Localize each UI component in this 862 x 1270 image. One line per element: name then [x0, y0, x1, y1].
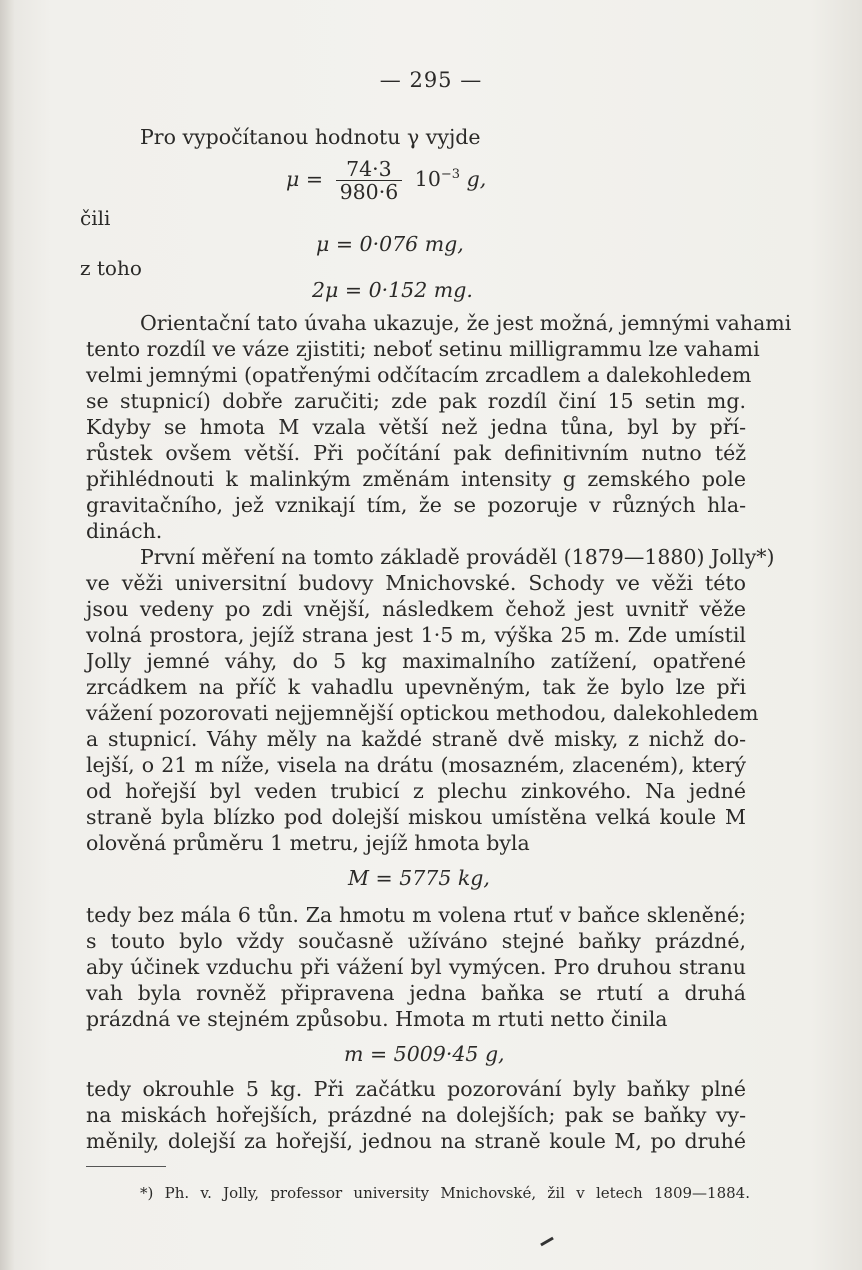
paragraph1-line: růstek ovšem větší. Při počítání pak definitivním nutno též — [86, 441, 746, 465]
paragraph3-line: tedy bez mála 6 tůn. Za hmotu m volena rtuť v baňce skleněné; — [86, 903, 746, 927]
paragraph3-line: vah byla rovněž připravena jedna baňka se rtutí a druhá — [86, 981, 746, 1005]
paragraph2-line: od hořejší byl veden trubicí z plechu zinkového. Na jedné — [86, 779, 746, 803]
label-cili: čili — [80, 206, 111, 230]
eq1-fraction — [336, 158, 403, 203]
page-number: — 295 — — [379, 68, 483, 92]
equation-m-mass: m = 5009·45 g, — [344, 1042, 505, 1066]
paragraph2-line: jsou vedeny po zdi vnější, následkem čehož jest uvnitř věže — [86, 597, 746, 621]
paragraph2-line: První měření na tomto základě prováděl (1879—1880) Jolly*) — [140, 545, 775, 569]
paragraph2-line: zrcádkem na příč k vahadlu upevněným, tak že bylo lze při — [86, 675, 746, 699]
paragraph4-line: tedy okrouhle 5 kg. Při začátku pozorování byly baňky plné — [86, 1077, 746, 1101]
paragraph1-line: gravitačního, jež vznikají tím, že se pozoruje v různých hla- — [86, 493, 746, 517]
intro-line: Pro vypočítanou hodnotu γ vyjde — [140, 125, 481, 149]
paragraph2-line: olověná průměru 1 metru, jejíž hmota byla — [86, 831, 530, 855]
paragraph4-line: měnily, dolejší za hořejší, jednou na straně koule M, po druhé — [86, 1129, 746, 1153]
equation-mu-value: μ = 0·076 mg, — [316, 232, 464, 256]
paragraph1-line: tento rozdíl ve váze zjistiti; neboť setinu milligrammu lze vahami — [86, 337, 760, 361]
paragraph1-line: Orientační tato úvaha ukazuje, že jest možná, jemnými vahami — [140, 311, 792, 335]
paragraph1-line: přihlédnouti k malinkým změnám intensity g zemského pole — [86, 467, 746, 491]
paragraph2-line: straně byla blízko pod dolejší miskou umístěna velká koule M — [86, 805, 746, 829]
binding-shadow — [0, 0, 14, 1270]
eq1-numerator: 74·3 — [336, 158, 403, 181]
equation-M-mass: M = 5775 kg, — [348, 866, 490, 890]
paragraph2-line: a stupnicí. Váhy měly na každé straně dvě misky, z nichž do- — [86, 727, 746, 751]
paragraph4-line: na miskách hořejších, prázdné na dolejších; pak se baňky vy- — [86, 1103, 746, 1127]
paragraph1-line: Kdyby se hmota M vzala větší než jedna tůna, byl by pří- — [86, 415, 746, 439]
paragraph3-line: prázdná ve stejném způsobu. Hmota m rtuti netto činila — [86, 1007, 668, 1031]
eq1-unit: g, — [466, 167, 487, 191]
label-z-toho: z toho — [80, 256, 142, 280]
eq1-denominator: 980·6 — [339, 180, 399, 204]
eq1-power-base: 10 — [414, 167, 441, 191]
paragraph2-line: Jolly jemné váhy, do 5 kg maximalního zatížení, opatřené — [86, 649, 746, 673]
equation-2mu-value: 2μ = 0·152 mg. — [312, 278, 473, 302]
equation-mu-fraction — [286, 158, 486, 203]
footnote-rule — [86, 1166, 166, 1167]
eq1-exponent: −3 — [440, 167, 461, 183]
paragraph2-line: lejší, o 21 m níže, visela na drátu (mosazném, zlaceném), který — [86, 753, 746, 777]
paragraph1-line: se stupnicí) dobře zaručiti; zde pak rozdíl činí 15 setin mg. — [86, 389, 746, 413]
paragraph2-line: volná prostora, jejíž strana jest 1·5 m, výška 25 m. Zde umístil — [86, 623, 746, 647]
paragraph3-line: aby účinek vzduchu při vážení byl vymýcen. Pro druhou stranu — [86, 955, 746, 979]
footnote: *) Ph. v. Jolly, professor university Mnichovské, žil v letech 1809—1884. — [140, 1184, 750, 1202]
eq1-lhs: μ = — [286, 167, 324, 191]
paragraph3-line: s touto bylo vždy současně užíváno stejné baňky prázdné, — [86, 929, 746, 953]
paragraph2-line: vážení pozorovati nejjemnější optickou methodou, dalekohledem — [86, 701, 759, 725]
paragraph1-line: velmi jemnými (opatřenými odčítacím zrcadlem a dalekohledem — [86, 363, 752, 387]
paragraph2-line: ve věži universitní budovy Mnichovské. Schody ve věži této — [86, 571, 746, 595]
paragraph1-line: dinách. — [86, 519, 163, 543]
